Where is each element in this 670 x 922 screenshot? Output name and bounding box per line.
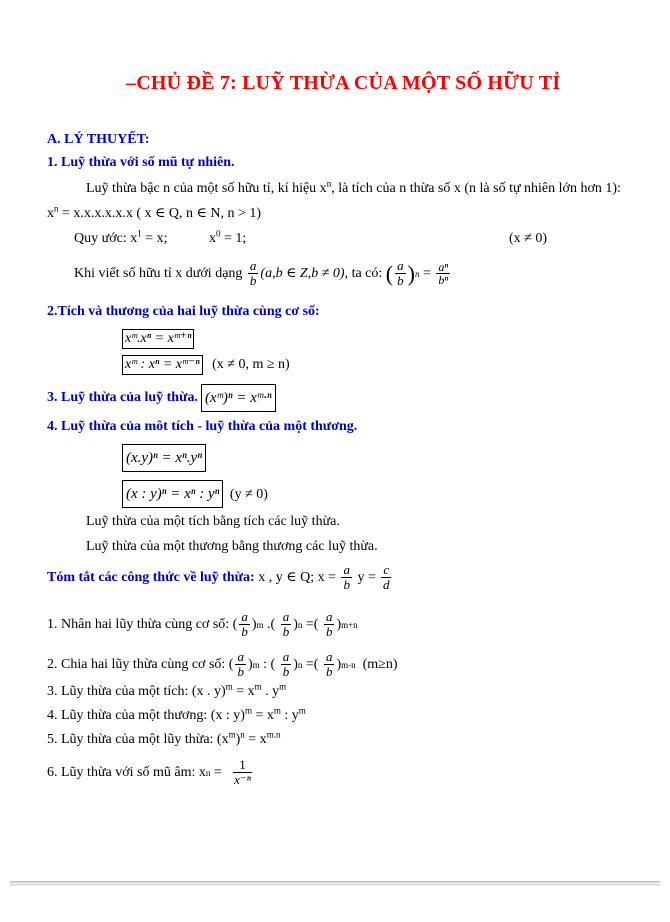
text: 2. Chia hai lũy thừa cùng cơ số: ( (47, 656, 234, 672)
formula-box: xᵐ : xⁿ = xᵐ⁻ⁿ (122, 355, 203, 375)
summary-item-4 (47, 705, 306, 724)
text: ) (251, 616, 257, 632)
fraction-a-b (235, 650, 246, 679)
text: 1. Nhân hai lũy thừa cùng cơ số: ( (47, 616, 238, 632)
text: = 1; (220, 231, 247, 246)
section-a-heading: A. LÝ THUYẾT: (47, 132, 150, 147)
formula-box: (xᵐ)ⁿ = xᵐ·ⁿ (201, 384, 276, 412)
s1-definition-line1 (86, 178, 621, 197)
text: y = (353, 569, 380, 585)
formula-box: (x.y)ⁿ = xⁿ.yⁿ (122, 444, 206, 472)
denominator: b (325, 624, 333, 639)
text: . y (261, 684, 280, 699)
s4-note-quotient: Luỹ thừa của một thương bằng thương các luỹ thừa. (86, 539, 378, 554)
s4-formula-quotient (122, 480, 268, 508)
page-title: –CHỦ ĐỀ 7: LUỸ THỪA CỦA MỘT SỐ HỮU TỈ (126, 72, 561, 94)
text: x (47, 206, 54, 221)
text: : ( (259, 656, 279, 672)
denominator: d (383, 577, 390, 592)
superscript: m (298, 705, 306, 716)
denominator: b (249, 273, 257, 288)
denominator: b (397, 273, 404, 288)
superscript: 1 (137, 228, 142, 239)
s3-row (47, 384, 276, 412)
text: ) (293, 656, 298, 672)
text: ) (293, 616, 298, 632)
s1-fraction-rule: Khi viết số hữu tỉ x dưới dạng $\frac{a}{b}$ (a,b ∈ Z,b ≠ 0) , ta có: ( $\frac{a}{b}$ ) n = $\frac{\text{aⁿ}}{\text{bⁿ}}$ (74, 258, 449, 288)
denominator: b (282, 664, 290, 679)
superscript: n (54, 203, 59, 214)
page-bottom-divider (10, 881, 660, 886)
text: ) (336, 656, 342, 672)
numerator: a (282, 649, 290, 664)
superscript: n (240, 729, 245, 740)
condition: (x ≠ 0, m ≥ n) (212, 357, 290, 372)
numerator: a (325, 609, 333, 624)
text: x (209, 231, 216, 246)
fraction-a-b (395, 259, 406, 288)
text: 5. Lũy thừa của một lũy thừa: (x (47, 732, 229, 747)
text: Quy ước: x (74, 231, 138, 246)
s2-heading: 2.Tích và thương của hai luỹ thừa cùng cơ số: (47, 304, 320, 319)
s1-convention-condition: (x ≠ 0) (509, 231, 548, 246)
numerator: a (282, 609, 290, 624)
text: =( (302, 616, 322, 632)
fraction-a-b (281, 610, 292, 639)
summary-item-6: 6. Lũy thừa với số mũ âm: x n = $\frac{1}{\text{x⁻ⁿ}}$ (47, 757, 251, 787)
text: = x (251, 708, 274, 723)
s4-formula-product (122, 444, 206, 472)
s1-definition-line2 (47, 205, 261, 222)
superscript: 0 (216, 228, 221, 239)
numerator: a (241, 609, 248, 624)
fraction-a-b (281, 650, 292, 679)
fraction-a-b (239, 610, 250, 639)
fraction-one-over-x-neg-n (233, 758, 252, 787)
text: = x.x.x.x.x.x ( x ∈ Q, n ∈ N, n > 1) (58, 206, 262, 221)
denominator: b (325, 664, 333, 679)
fraction-c-d (381, 563, 391, 592)
fraction-a-b (324, 650, 335, 679)
superscript: m.n (266, 729, 281, 740)
fraction-a-b (248, 259, 259, 288)
condition: (m≥n) (355, 656, 398, 672)
text: , ta có: (344, 265, 383, 281)
text: Khi viết số hữu tỉ x dưới dạng (74, 265, 243, 281)
denominator: b (343, 577, 350, 592)
denominator: bⁿ (438, 273, 449, 287)
text: : y (280, 708, 299, 723)
numerator: a (237, 649, 244, 664)
s1-convention (74, 228, 168, 247)
superscript: m (225, 681, 233, 692)
superscript: m (228, 729, 236, 740)
denominator: b (237, 664, 244, 679)
condition: (y ≠ 0) (229, 487, 268, 502)
fraction-result (436, 261, 450, 286)
s1-heading: 1. Luỹ thừa với số mũ tự nhiên. (47, 155, 235, 170)
text: 3. Lũy thừa của một tích: (x . y) (47, 684, 226, 699)
text: ) (336, 616, 342, 632)
text: ) (247, 656, 253, 672)
numerator: c (383, 562, 390, 577)
s1-convention-zero (209, 228, 247, 247)
summary-item-2: 2. Chia hai lũy thừa cùng cơ số: ( $\frac{a}{b}$ ) m : ( $\frac{a}{b}$ ) n =( $\frac{a}{b}$ ) m-n (m≥n) (47, 649, 398, 679)
text: = x (244, 732, 267, 747)
text: x , y ∈ Q; x = (254, 570, 340, 585)
summary-item-1: 1. Nhân hai lũy thừa cùng cơ số: ( $\frac{a}{b}$ ) m .( $\frac{a}{b}$ ) n =( $\frac{a}{b}$ ) m+n (47, 609, 358, 639)
numerator: 1 (233, 758, 252, 773)
numerator: a (249, 258, 257, 273)
text: = x; (141, 231, 168, 246)
denominator: x⁻ⁿ (234, 772, 251, 787)
superscript: m (254, 681, 262, 692)
text: =( (302, 656, 322, 672)
summary-heading: Tóm tắt các công thức về luỹ thừa: (47, 569, 255, 585)
text: = (210, 764, 226, 780)
superscript: m (273, 705, 281, 716)
superscript: m (244, 705, 252, 716)
summary-item-3 (47, 681, 287, 700)
text: ) (235, 732, 241, 747)
s2-formula-quotient (122, 355, 290, 375)
formula-box: (x : y)ⁿ = xⁿ : yⁿ (122, 480, 223, 508)
numerator: a (343, 562, 350, 577)
s4-heading: 4. Luỹ thừa của môt tích - luỹ thừa của một thương. (47, 419, 358, 434)
s2-formula-product (122, 329, 194, 349)
superscript: m (279, 681, 287, 692)
text: 6. Lũy thừa với số mũ âm: x (47, 764, 206, 780)
text: .( (263, 616, 279, 632)
numerator: aⁿ (438, 260, 449, 274)
denominator: b (241, 624, 248, 639)
numerator: a (397, 258, 404, 273)
summary-heading-row (47, 563, 393, 592)
text: 4. Lũy thừa của một thương: (x : y) (47, 708, 245, 723)
fraction-a-b (324, 610, 335, 639)
numerator: a (325, 649, 333, 664)
formula-box: xᵐ.xⁿ = xᵐ⁺ⁿ (122, 329, 194, 349)
text: , là tích của n thừa số x (n là số tự nhiên lớn hơn 1): (331, 181, 621, 196)
s3-heading: 3. Luỹ thừa của luỹ thừa. (47, 390, 198, 405)
s4-note-product: Luỹ thừa của một tích bằng tích các luỹ thừa. (86, 514, 340, 529)
text: = x (232, 684, 255, 699)
denominator: b (282, 624, 290, 639)
text: Luỹ thừa bậc n của một số hữu tỉ, kí hiệu x (86, 181, 327, 196)
superscript: n (326, 178, 332, 189)
fraction-a-b (341, 563, 352, 592)
summary-item-5 (47, 729, 281, 748)
condition: (a,b ∈ Z,b ≠ 0) (260, 266, 345, 281)
